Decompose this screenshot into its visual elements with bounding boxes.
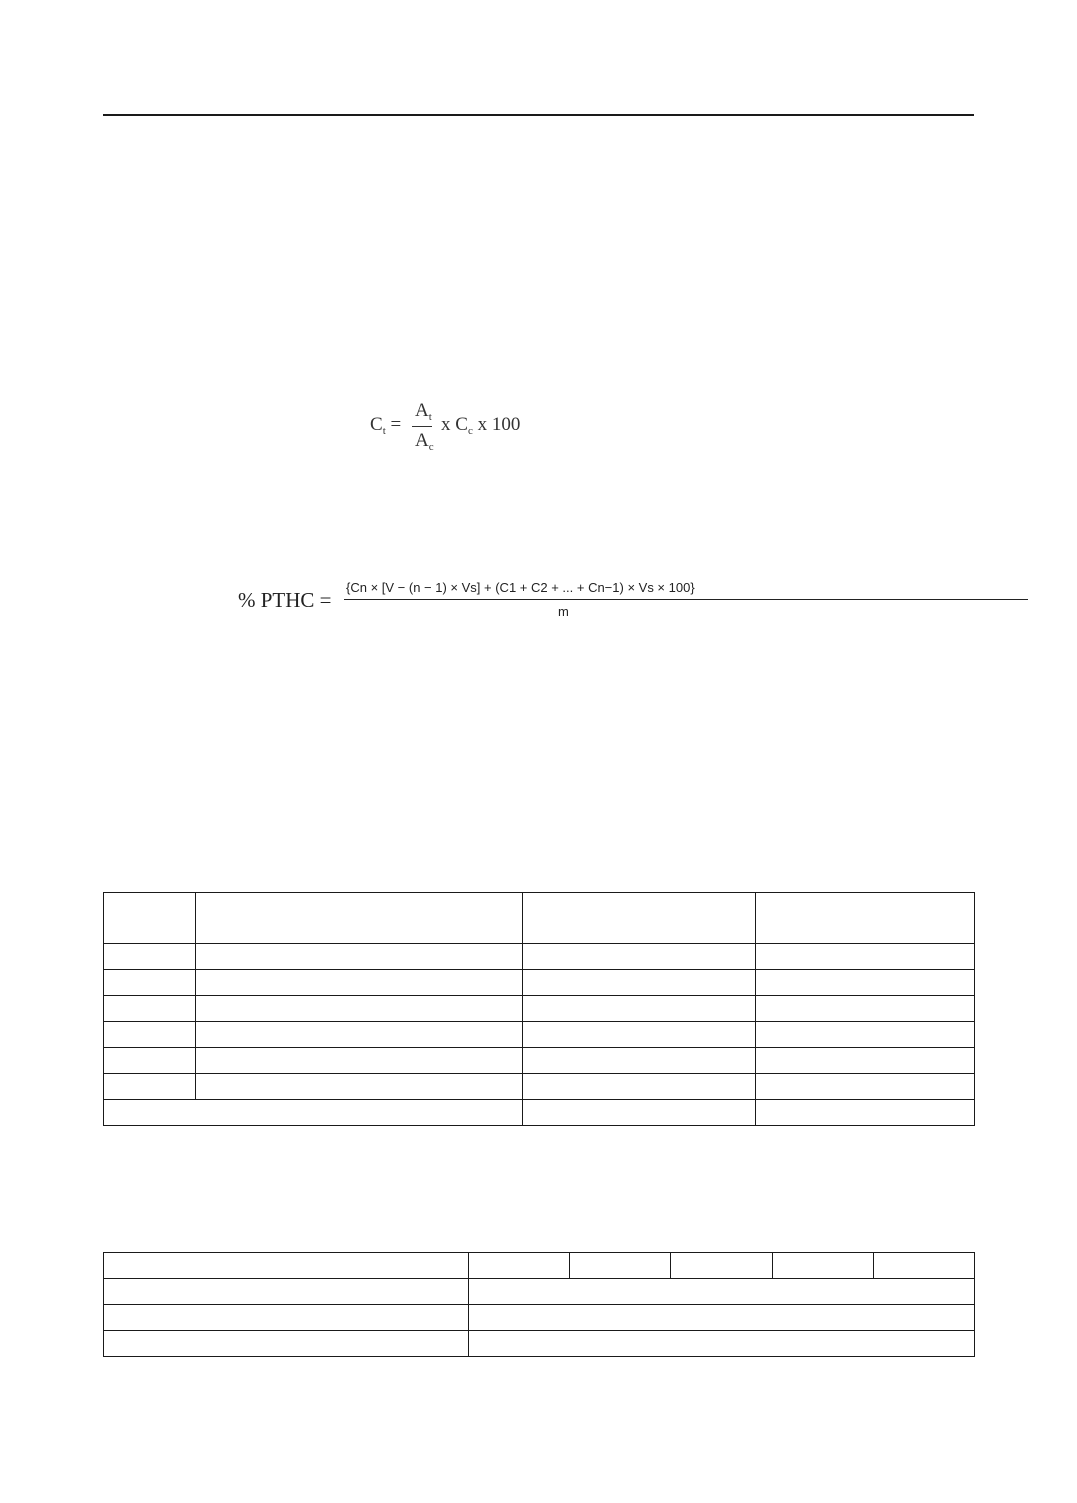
table-row bbox=[104, 944, 975, 970]
table-cell bbox=[756, 1048, 975, 1074]
table-cell bbox=[104, 1022, 196, 1048]
table-header-row bbox=[104, 893, 975, 944]
table-cell bbox=[196, 944, 523, 970]
table-cell bbox=[756, 1022, 975, 1048]
formula-lhs: $C_t$ = bbox=[370, 414, 402, 437]
table-cell bbox=[756, 893, 975, 944]
table-row bbox=[104, 1279, 975, 1305]
table-cell bbox=[104, 1048, 196, 1074]
table-row bbox=[104, 1331, 975, 1357]
table-cell bbox=[104, 1253, 469, 1279]
table-cell bbox=[671, 1253, 773, 1279]
table-cell bbox=[104, 996, 196, 1022]
formula-pthc bbox=[238, 574, 798, 624]
table-cell bbox=[469, 1253, 570, 1279]
table-cell bbox=[523, 1022, 756, 1048]
formula-numerator: $A_t$ bbox=[415, 400, 432, 423]
table-cell bbox=[523, 1074, 756, 1100]
table-cell bbox=[523, 944, 756, 970]
table-cell bbox=[523, 893, 756, 944]
table-cell bbox=[523, 1048, 756, 1074]
table-cell bbox=[104, 970, 196, 996]
table-cell bbox=[104, 1331, 469, 1357]
table-cell bbox=[756, 1100, 975, 1126]
table-cell bbox=[756, 996, 975, 1022]
table-cell bbox=[196, 893, 523, 944]
table-cell bbox=[756, 944, 975, 970]
table-cell bbox=[104, 893, 196, 944]
table-cell bbox=[874, 1253, 975, 1279]
header-rule bbox=[103, 114, 974, 116]
table-cell bbox=[523, 1100, 756, 1126]
formula-denominator: $A_c$ bbox=[415, 430, 434, 453]
formula-pthc-lhs: % PTHC = bbox=[238, 588, 332, 612]
formula-rhs: x $C_c$ x 100 bbox=[441, 414, 521, 437]
table-row bbox=[104, 1305, 975, 1331]
table-cell bbox=[469, 1279, 975, 1305]
formula-pthc-denominator: m bbox=[558, 604, 569, 619]
results-table bbox=[103, 892, 975, 1126]
table-cell bbox=[196, 1048, 523, 1074]
table-cell bbox=[104, 1074, 196, 1100]
table-cell bbox=[104, 944, 196, 970]
table-header-row bbox=[104, 1253, 975, 1279]
table-cell bbox=[756, 970, 975, 996]
table-row bbox=[104, 996, 975, 1022]
table-cell bbox=[523, 970, 756, 996]
table-cell bbox=[104, 1305, 469, 1331]
table-row bbox=[104, 1048, 975, 1074]
fraction-bar bbox=[412, 426, 432, 427]
table-cell bbox=[756, 1074, 975, 1100]
table-cell bbox=[469, 1305, 975, 1331]
table-row bbox=[104, 970, 975, 996]
table-cell bbox=[196, 1074, 523, 1100]
formula-pthc-numerator: {Cn × [V − (n − 1) × Vs] + (C1 + C2 + ... + Cn−1) × Vs × 100} bbox=[346, 580, 695, 595]
table-cell bbox=[523, 996, 756, 1022]
table-row bbox=[104, 1022, 975, 1048]
table-total-row bbox=[104, 1100, 975, 1126]
table-cell bbox=[196, 996, 523, 1022]
table-cell bbox=[196, 1022, 523, 1048]
table-cell bbox=[196, 970, 523, 996]
table-cell bbox=[104, 1279, 469, 1305]
table-cell bbox=[570, 1253, 671, 1279]
fraction-bar bbox=[344, 599, 1028, 600]
table-cell bbox=[104, 1100, 523, 1126]
table-row bbox=[104, 1074, 975, 1100]
summary-table bbox=[103, 1252, 975, 1357]
table-cell bbox=[773, 1253, 874, 1279]
table-cell bbox=[469, 1331, 975, 1357]
